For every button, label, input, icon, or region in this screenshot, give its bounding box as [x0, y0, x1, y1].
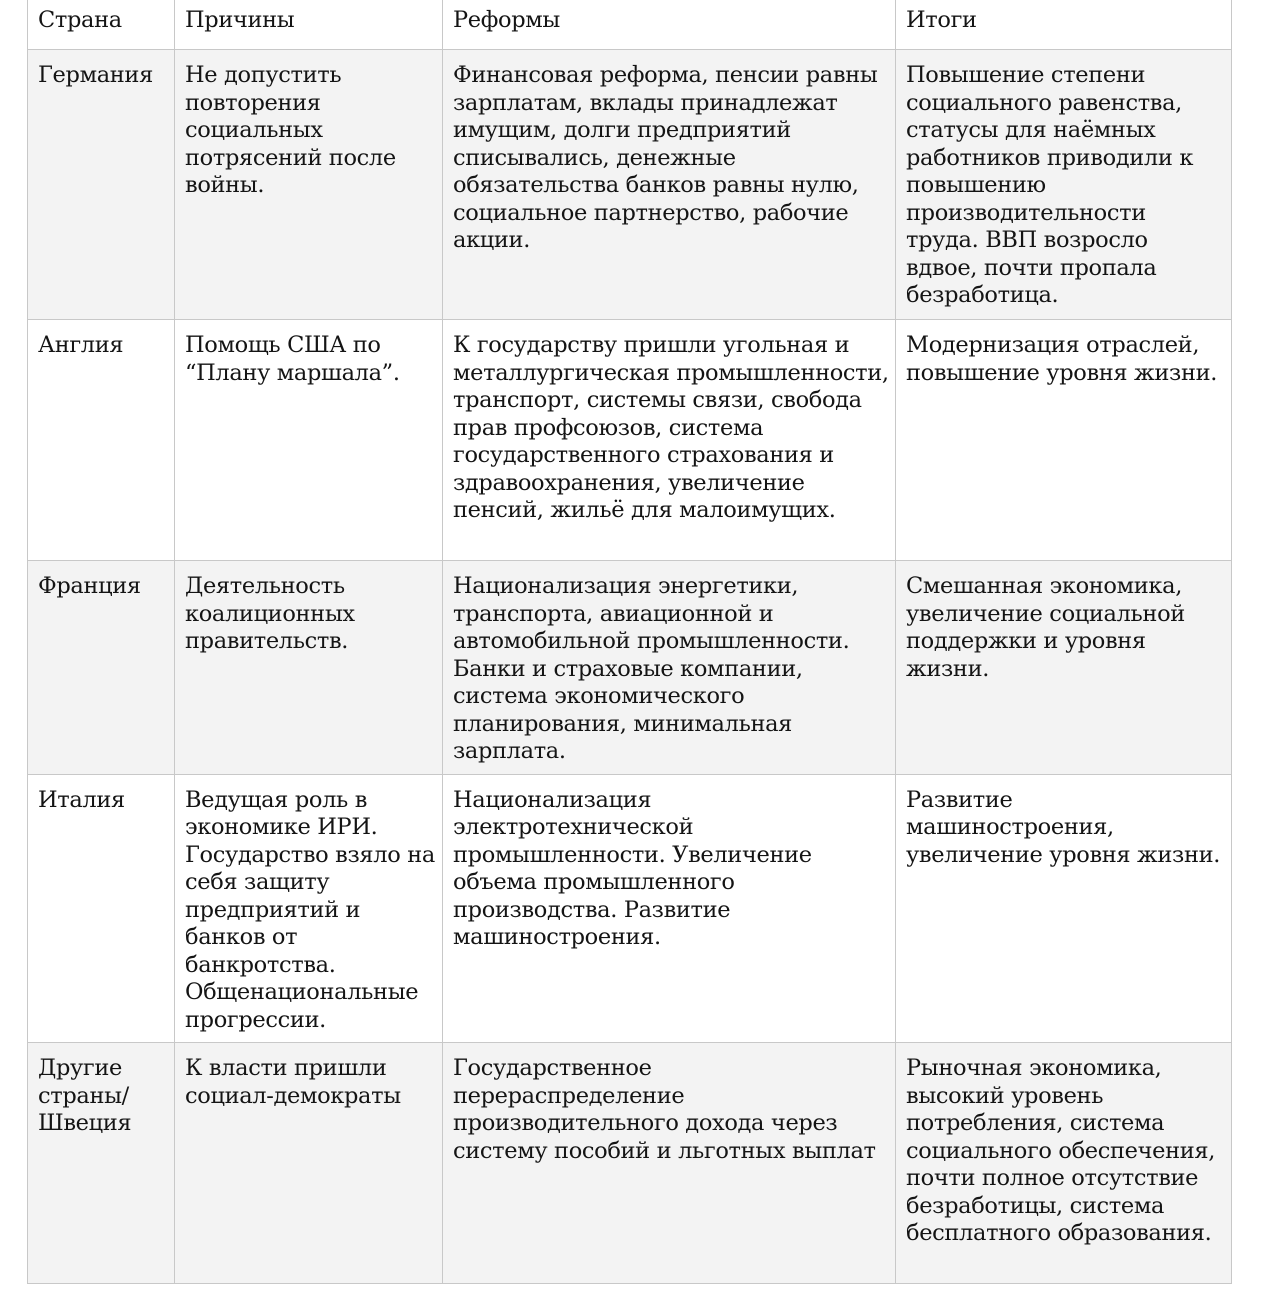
table-row: [28, 320, 1232, 561]
cell-reforms: Государственное перераспределение производительного дохода через систему пособий и льготных выплат: [443, 1043, 896, 1284]
reforms-table: [27, 0, 1232, 1284]
table-row: [28, 561, 1232, 775]
cell-country: Англия: [28, 320, 175, 561]
cell-reforms: Национализация энергетики, транспорта, авиационной и автомобильной промышленности. Банки и страховые компании, система экономического планирования, минимальная зарплата.: [443, 561, 896, 775]
cell-reasons: Деятельность коалиционных правительств.: [175, 561, 443, 775]
reforms-table-container: [27, 0, 1232, 1284]
header-reforms: Реформы: [443, 0, 896, 50]
cell-reasons: Не допустить повторения социальных потрясений после войны.: [175, 50, 443, 320]
cell-country: Италия: [28, 774, 175, 1043]
table-row: [28, 1043, 1232, 1284]
cell-reasons: Помощь США по “Плану маршала”.: [175, 320, 443, 561]
cell-country: Франция: [28, 561, 175, 775]
cell-country: Германия: [28, 50, 175, 320]
cell-reasons: Ведущая роль в экономике ИРИ. Государство взяло на себя защиту предприятий и банков от банкротства. Общенациональные прогрессии.: [175, 774, 443, 1043]
table-header-row: [28, 0, 1232, 50]
cell-country: Другие страны/ Швеция: [28, 1043, 175, 1284]
cell-reforms: К государству пришли угольная и металлургическая промышленности, транспорт, системы связи, свобода прав профсоюзов, система государственного страхования и здравоохранения, увеличение пенсий, жильё для малоимущих.: [443, 320, 896, 561]
cell-reforms: Национализация электротехнической промышленности. Увеличение объема промышленного производства. Развитие машиностроения.: [443, 774, 896, 1043]
header-country: Страна: [28, 0, 175, 50]
cell-reforms: Финансовая реформа, пенсии равны зарплатам, вклады принадлежат имущим, долги предприятий списывались, денежные обязательства банков равны нулю, социальное партнерство, рабочие акции.: [443, 50, 896, 320]
cell-results: Смешанная экономика, увеличение социальной поддержки и уровня жизни.: [896, 561, 1232, 775]
cell-results: Развитие машиностроения, увеличение уровня жизни.: [896, 774, 1232, 1043]
cell-results: Повышение степени социального равенства, статусы для наёмных работников приводили к повышению производительности труда. ВВП возросло вдвое, почти пропала безработица.: [896, 50, 1232, 320]
table-row: [28, 774, 1232, 1043]
cell-reasons: К власти пришли социал-демократы: [175, 1043, 443, 1284]
cell-results: Модернизация отраслей, повышение уровня жизни.: [896, 320, 1232, 561]
header-results: Итоги: [896, 0, 1232, 50]
header-reasons: Причины: [175, 0, 443, 50]
cell-results: Рыночная экономика, высокий уровень потребления, система социального обеспечения, почти полное отсутствие безработицы, система бесплатного образования.: [896, 1043, 1232, 1284]
table-row: [28, 50, 1232, 320]
